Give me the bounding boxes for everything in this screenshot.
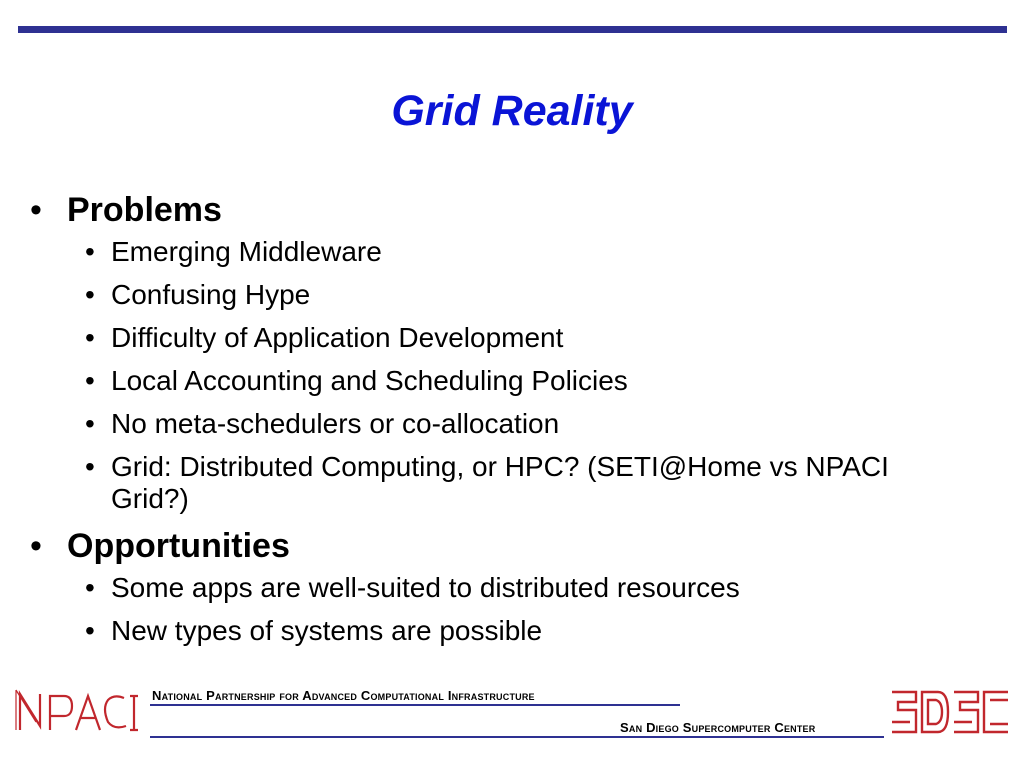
npaci-logo-icon — [14, 688, 146, 734]
slide-title: Grid Reality — [391, 87, 633, 135]
footer-rule-bottom — [150, 736, 884, 738]
list-item-text: Confusing Hype — [111, 279, 311, 310]
footer-center-name: San Diego Supercomputer Center — [620, 720, 816, 735]
top-divider — [18, 26, 1007, 33]
list-item — [30, 236, 990, 268]
heading-text: Opportunities — [67, 527, 290, 565]
list-item — [30, 615, 990, 647]
bullet-list — [30, 572, 990, 647]
list-item — [30, 365, 990, 397]
list-item-text: Some apps are well-suited to distributed resources — [111, 572, 740, 603]
section-opportunities — [30, 526, 990, 647]
list-item-text: Difficulty of Application Development — [111, 322, 564, 353]
list-item-text: New types of systems are possible — [111, 615, 543, 646]
section-problems — [30, 190, 990, 515]
bullet-icon: • — [85, 236, 95, 267]
bullet-icon: • — [85, 408, 95, 439]
list-item — [30, 408, 990, 440]
bullet-icon: • — [85, 279, 95, 310]
bullet-icon: • — [85, 615, 95, 646]
list-item — [30, 322, 990, 354]
list-item-text: Grid: Distributed Computing, or HPC? (SETI@Home vs NPACI Grid?) — [111, 451, 889, 514]
bullet-icon: • — [30, 527, 42, 565]
list-item-text: Local Accounting and Scheduling Policies — [111, 365, 628, 396]
footer-rule-top — [150, 704, 680, 706]
list-item — [30, 451, 930, 515]
list-item-text: No meta-schedulers or co-allocation — [111, 408, 560, 439]
bullet-icon: • — [85, 365, 95, 396]
slide-body — [30, 190, 990, 658]
bullet-list — [30, 236, 990, 515]
list-item — [30, 572, 990, 604]
section-heading — [30, 190, 990, 230]
bullet-icon: • — [85, 322, 95, 353]
bullet-icon: • — [85, 451, 95, 482]
list-item-text: Emerging Middleware — [111, 236, 382, 267]
bullet-icon: • — [30, 191, 42, 229]
heading-text: Problems — [67, 191, 222, 229]
bullet-icon: • — [85, 572, 95, 603]
footer-org-name: National Partnership for Advanced Computational Infrastructure — [152, 688, 535, 703]
list-item — [30, 279, 990, 311]
sdsc-logo-icon — [890, 688, 1010, 736]
section-heading — [30, 526, 990, 566]
